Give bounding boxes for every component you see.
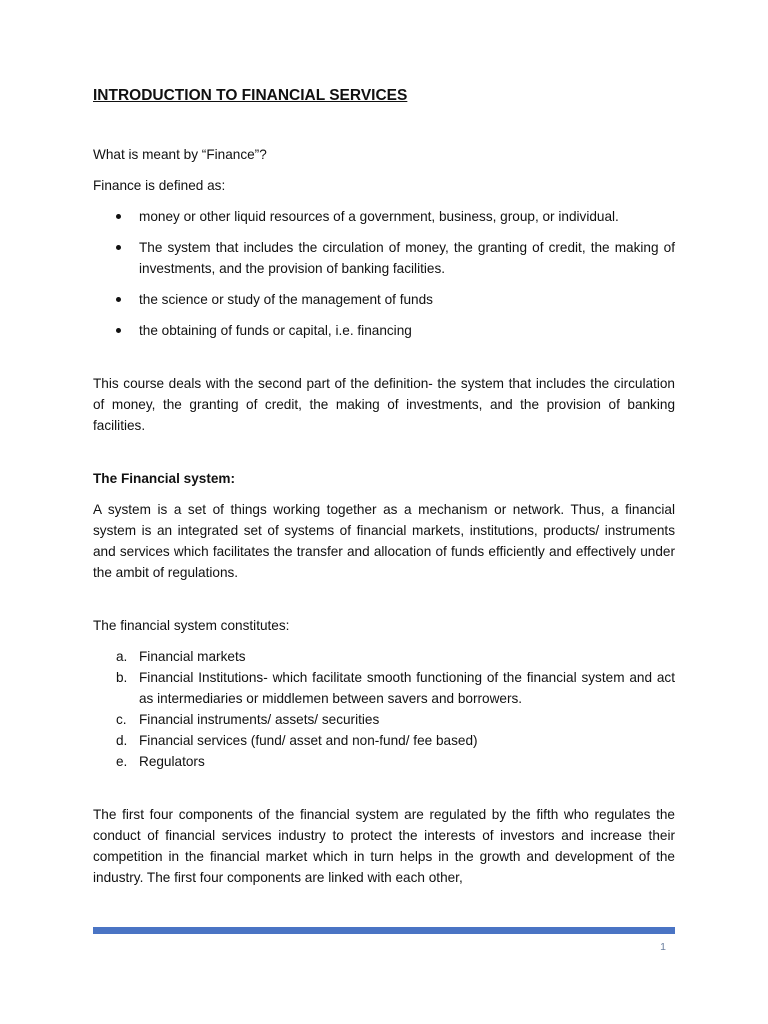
- definition-item-text: the science or study of the management of funds: [139, 292, 433, 307]
- definition-item-text: the obtaining of funds or capital, i.e. financing: [139, 323, 412, 338]
- constitutes-intro: The financial system constitutes:: [93, 618, 290, 633]
- section-heading: The Financial system:: [93, 471, 236, 486]
- footer-rule: [93, 927, 675, 934]
- component-text: Financial services (fund/ asset and non-fund/ fee based): [139, 733, 478, 748]
- component-item: [93, 709, 675, 730]
- course-scope-paragraph: This course deals with the second part of the definition- the system that includes the circulation of money, the granting of credit, the making of investments, and the provision of banking facilities.: [93, 376, 675, 433]
- list-marker: e.: [116, 754, 128, 769]
- bullet-icon: [116, 245, 121, 250]
- component-item: [93, 751, 675, 772]
- definition-item: [93, 237, 675, 279]
- list-marker: d.: [116, 733, 128, 748]
- list-marker: a.: [116, 649, 128, 664]
- definition-list: [93, 206, 675, 341]
- component-text: Financial Institutions- which facilitate smooth functioning of the financial system and act as intermediaries or middlemen between savers and borrowers.: [139, 670, 675, 706]
- definition-item: [93, 320, 675, 341]
- component-item: [93, 730, 675, 751]
- bullet-icon: [116, 328, 121, 333]
- bullet-icon: [116, 214, 121, 219]
- component-text: Financial markets: [139, 649, 246, 664]
- list-marker: c.: [116, 712, 127, 727]
- component-text: Regulators: [139, 754, 205, 769]
- page-number: 1: [660, 941, 666, 953]
- bullet-icon: [116, 297, 121, 302]
- question-line: What is meant by “Finance”?: [93, 147, 267, 162]
- definition-item-text: money or other liquid resources of a government, business, group, or individual.: [139, 209, 619, 224]
- component-item: [93, 646, 675, 667]
- component-text: Financial instruments/ assets/ securities: [139, 712, 380, 727]
- components-list: [93, 646, 675, 772]
- system-definition-paragraph: A system is a set of things working together as a mechanism or network. Thus, a financial system is an integrated set of systems of financial markets, institutions, products/ instruments and services which facilitates the transfer and allocation of funds efficiently and effectively under the ambit of regulations.: [93, 502, 675, 580]
- definition-intro: Finance is defined as:: [93, 178, 226, 193]
- regulation-paragraph: The first four components of the financial system are regulated by the fifth who regulates the conduct of financial services industry to protect the interests of investors and increase their competition in the financial market which in turn helps in the growth and development of the industry. The first four components are linked with each other,: [93, 807, 675, 885]
- page-content: [93, 84, 675, 888]
- list-marker: b.: [116, 670, 128, 685]
- component-item: [93, 667, 675, 709]
- definition-item: [93, 206, 675, 227]
- definition-item-text: The system that includes the circulation of money, the granting of credit, the making of investments, and the provision of banking facilities.: [139, 240, 675, 276]
- definition-item: [93, 289, 675, 310]
- document-title: INTRODUCTION TO FINANCIAL SERVICES: [93, 87, 408, 104]
